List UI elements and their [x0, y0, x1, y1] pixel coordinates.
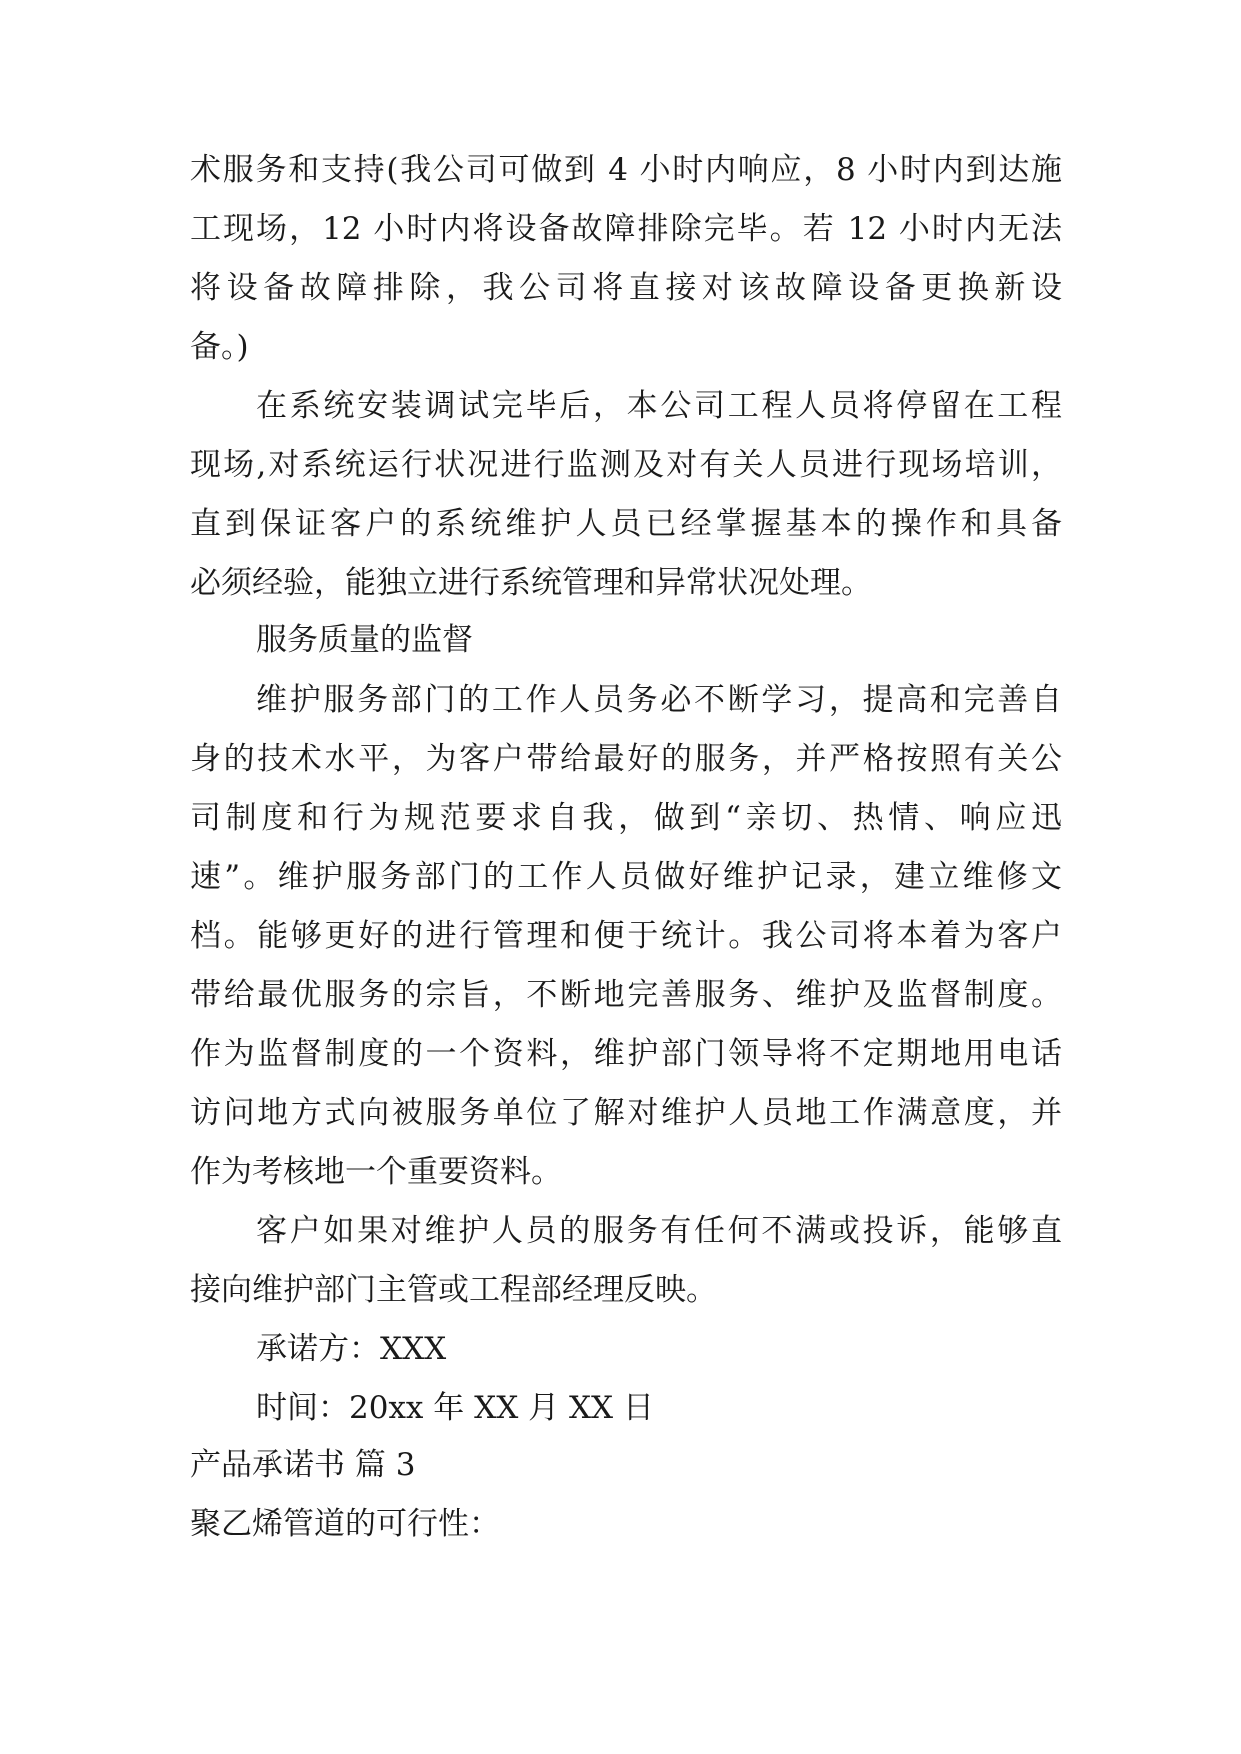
paragraph-line: 在系统安装调试完毕后，本公司工程人员将停留在工程: [256, 388, 1062, 424]
section-heading: 服务质量的监督: [256, 622, 473, 658]
subsection-title: 聚乙烯管道的可行性：: [190, 1506, 500, 1542]
paragraph-line: 作为监督制度的一个资料，维护部门领导将不定期地用电话: [190, 1036, 1062, 1072]
paragraph-line: 客户如果对维护人员的服务有任何不满或投诉，能够直: [256, 1213, 1062, 1249]
section-title: 产品承诺书 篇 3: [190, 1447, 416, 1483]
paragraph-line: 维护服务部门的工作人员务必不断学习，提高和完善自: [256, 682, 1062, 718]
paragraph-line: 必须经验，能独立进行系统管理和异常状况处理。: [190, 565, 872, 601]
paragraph-line: 直到保证客户的系统维护人员已经掌握基本的操作和具备: [190, 506, 1062, 542]
date-line: 时间：20xx 年 XX 月 XX 日: [256, 1390, 654, 1426]
paragraph-line: 司制度和行为规范要求自我，做到“亲切、热情、响应迅: [190, 800, 1062, 836]
paragraph-line: 速”。维护服务部门的工作人员做好维护记录，建立维修文: [190, 859, 1062, 895]
paragraph-line: 备。): [190, 329, 249, 365]
paragraph-line: 术服务和支持(我公司可做到 4 小时内响应，8 小时内到达施: [190, 152, 1062, 188]
paragraph-line: 档。能够更好的进行管理和便于统计。我公司将本着为客户: [190, 918, 1062, 954]
paragraph-line: 身的技术水平，为客户带给最好的服务，并严格按照有关公: [190, 741, 1062, 777]
paragraph-line: 现场,对系统运行状况进行监测及对有关人员进行现场培训，: [190, 447, 1062, 483]
paragraph-line: 访问地方式向被服务单位了解对维护人员地工作满意度，并: [190, 1095, 1062, 1131]
paragraph-line: 接向维护部门主管或工程部经理反映。: [190, 1272, 717, 1308]
paragraph-line: 带给最优服务的宗旨，不断地完善服务、维护及监督制度。: [190, 977, 1062, 1013]
promisor-line: 承诺方：XXX: [256, 1331, 447, 1367]
paragraph-line: 将设备故障排除，我公司将直接对该故障设备更换新设: [190, 270, 1062, 306]
paragraph-line: 工现场，12 小时内将设备故障排除完毕。若 12 小时内无法: [190, 211, 1062, 247]
paragraph-line: 作为考核地一个重要资料。: [190, 1154, 562, 1190]
